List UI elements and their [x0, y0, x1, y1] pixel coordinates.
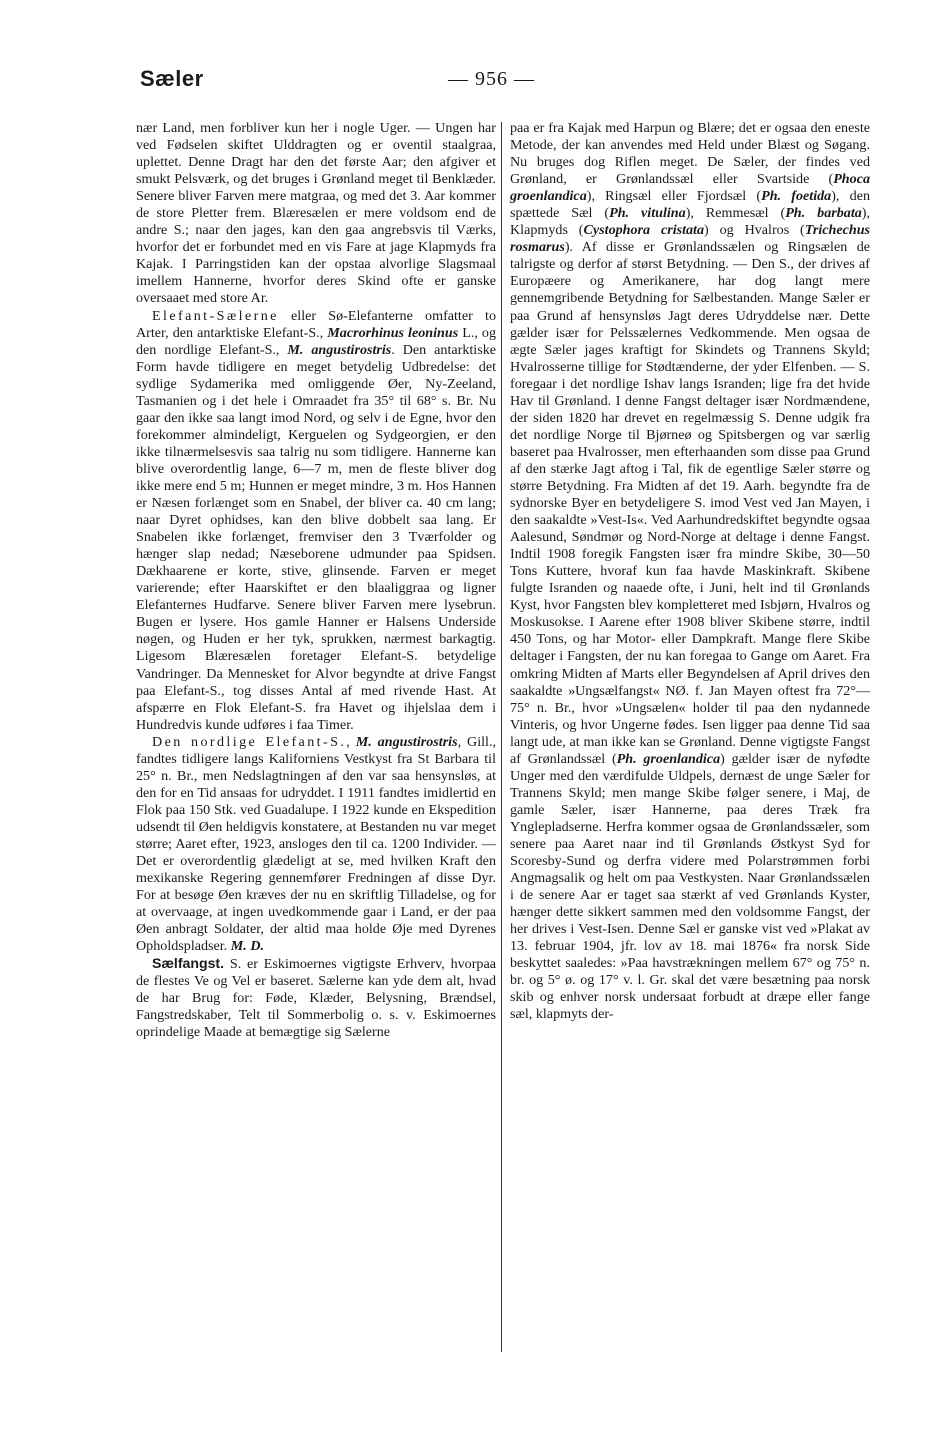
author-signature: M. D.: [230, 938, 265, 955]
page-number: — 956 —: [448, 68, 535, 90]
scientific-name: M. angustirostris: [355, 733, 458, 750]
entry-term: Elefant-Sælerne: [152, 307, 279, 324]
scientific-name: Ph. groenlandica: [616, 750, 721, 767]
scientific-name: Cystophora cristata: [583, 222, 705, 239]
entry-term: Den nordlige Elefant-S.: [152, 733, 347, 750]
right-column: [510, 120, 870, 1023]
left-column: [136, 120, 496, 1042]
running-head: Sæler: [140, 66, 204, 91]
scientific-name: Ph. barbata: [785, 205, 862, 222]
scientific-name: Macrorhinus leoninus: [327, 324, 459, 341]
scientific-name: Ph. foetida: [761, 188, 832, 205]
scientific-name: Ph. vitulina: [609, 205, 686, 222]
page-header: [140, 66, 800, 100]
scientific-name: Phoca groenlandica: [510, 171, 870, 205]
entry-headword: Sælfangst.: [152, 955, 225, 972]
column-divider: [501, 122, 502, 1352]
paragraph-saelfangst: Sælfangst. S. er Eskimoernes vigtigste Erhverv, hvorpaa de flestes Ve og Vel er baseret. Sælerne kan yde dem alt, hvad de har Brug for: Føde, Klæder, Belysning, Brændsel, Fangstredskaber, Telt til Sommerbolig o. s. v. Eskimoernes oprindelige Maade at bemægtige sig Sælerne: [136, 955, 496, 1041]
paragraph-elefant-saelerne: Elefant-Sælerne eller Sø-Elefanterne omfatter to Arter, den antarktiske Elefant-S., Macrorhinus leoninus L., og den nordlige Elefant-S., M. angustirostris. Den antarktiske Form havde tidligere en meget betydelig Udbredelse: det sydlige Sydamerika med omliggende Øer, Ny-Zeeland, Tasmanien og i det hele i Omraadet fra 35° til 68° s. Br. Nu gaar den ikke saa langt imod Nord, og selv i de Egne, hvor den forekommer almindeligt, Kerguelen og Sydgeorgien, er den ikke tilnærmelsesvis saa talrig nu som tidligere. Hannerne kan blive overordentlig lange, 6—7 m, men de fleste bliver dog ikke mere end 5 m; Hunnen er meget mindre, 3 m. Hos Hannen er Næsen forlænget som en Snabel, der bliver ca. 40 cm lang; naar Dyret ophidses, kan den blive dobbelt saa lang. Er Snabelen ikke forlænget, fremviser den 3 Tværfolder og hænger slap nedad; Næseborene udmunder paa Spidsen. Dækhaarene er korte, stive, glinsende. Farven er meget varierende; efter Haarskiftet er den blaaliggraa og ligner Elefanternes Hudfarve. Senere bliver Farven mere lysebrun. Bugen er lysere. Hos gamle Hanner er Halsens Underside nøgen, og Huden er her tyk, sprukken, nærmest barkagtig. Ligesom Blæresælen foretager Elefant-S. betydelige Vandringer. Da Mennesket for Alvor begyndte at drive Fangst paa Elefant-S., tog disses Antal af med rivende Hast. At afspærre en Flok Elefant-S. fra Havet og ihjelslaa dem i Hundredvis kunde udføres i faa Timer.: [136, 307, 496, 733]
scientific-name: Trichechus rosmarus: [510, 222, 871, 256]
paragraph-saelfangst-continued: paa er fra Kajak med Harpun og Blære; det er ogsaa den eneste Metode, der kan anvendes med Held under Blæst og Søgang. Nu bruges dog Riflen meget. De Sæler, der findes ved Grønland, er Grønlandssæl eller Svartside (Phoca groenlandica), Ringsæl eller Fjordsæl (Ph. foetida), den spættede Sæl (Ph. vitulina), Remmesæl (Ph. barbata), Klapmyds (Cystophora cristata) og Hvalros (Trichechus rosmarus). Af disse er Grønlandssælen og Ringsælen de talrigste og derfor af størst Betydning. — Den S., der drives af Europæere og Amerikanere, har dog langt mere gennemgribende Betydning for Sælbestanden. Mange Sæler er paa Grund af hensynsløs Jagt deres Udryddelse nær. Dette gælder især for Pelssælernes Vedkommende. Men ogsaa de ægte Sæler jages kraftigt for Skindets og Trannens Skyld; Hvalrosserne tillige for Stødtænderne, der yder Elfenben. — S. foregaar i det nordlige Ishav langs Isranden; lige fra det hvide Hav til Grønland. I denne Fangst deltager især Nordmændene, der siden 1820 har drevet en regelmæssig S. Denne udgik fra det nordlige Norge til Bjørneø og Spitsbergen og var særlig baseret paa Hvalrosser, men efterhaanden som disse paa Grund af den stærke Jagt aftog i Tal, fik de egentlige Sæler større og større Betydning. Fra Midten af det 19. Aarh. begyndte fra de sydnorske Byer en betydeligere S. imod Vest ved Jan Mayen, i den saakaldte »Vest-Is«. Ved Aarhundredskiftet begyndte ogsaa Aalesund, Søndmør og Nord-Norge at deltage i denne Fangst. Indtil 1908 foregik Fangsten især fra mindre Skibe, 30—50 Tons Kuttere, hvoraf kun faa havde Maskinkraft. Skibene fulgte Isranden og naaede ofte, i Juni, helt ind til Grønlands Kyst, hvor Fangsten blev kompletteret med Isbjørn, Hvalros og Moskusokse. I Aarene efter 1908 bliver Skibene større, indtil 450 Tons, og har Motor- eller Dampkraft. Mange flere Skibe deltager i Fangsten, der nu kan foregaa to Gange om Aaret. Fra omkring Midten af Marts eller Begyndelsen af April drives den saakaldte »Ungsælfangst« NØ. f. Jan Mayen oftest fra 72°—75° n. Br., hvor »Ungsælen« holder til paa den nydannede Vinteris, og hvor Ungerne fødes. Isen ligger paa denne Tid saa langt ude, at man ikke kan se Grønland. Denne vigtigste Fangst af Grønlandssæl (Ph. groenlandica) gælder især de nyfødte Unger med den værdifulde Uldpels, dernæst de unge Sæler for Trannens Skyld; men mange Skibe følger senere, i Maj, de gamle Sæler, især Hannerne, paa deres Træk fra Ynglepladserne. Herfra kommer ogsaa de Grønlandssæler, som senere paa Aaret naar ind til Grønlands Østkyst Syd for Scoresby-Sund og derfra videre med Polarstrømmen forbi Angmagsalik og helt om paa Vestkysten. Naar Grønlandssælen i de senere Aar er taget saa stærkt af ved Grønlands Kyster, hænger dette sikkert sammen med den voldsomme Fangst, der her drives i Vest-Isen. Denne Sæl er ganske vist ved »Plakat av 13. februar 1904, jfr. lov av 18. mai 1876« fra norsk Side beskyttet saaledes: »Paa havstrækningen mellem 67° og 75° n. br. og 5° ø. og 17° v. l. Gr. skal det være besætning paa norsk skib og enhver norsk undersaat forbudt at dræpe eller fange sæl, klapmyts der-: [510, 120, 871, 1023]
scientific-name: M. angustirostris: [287, 341, 392, 358]
paragraph-klapmyds-end: nær Land, men forbliver kun her i nogle Uger. — Ungen har ved Fødselen skiftet Ulddragten og er oventil staalgraa, uplettet. Denne Dragt har den det første Aar; den afgiver et smukt Pelsværk, og det bruges i Grønland meget til Benklæder. Senere bliver Farven mere matgraa, og med det 3. Aar kommer de store Pletter frem. Blæresælen er mere voldsom end de andre S.; naar den jages, kan den gaa angrebsvis til Værks, hvorfor det er forbundet med en vis Fare at jage Klapmyds fra Kajak. I Parringstiden kan der opstaa alvorlige Slagsmaal imellem Hannerne, hvorfor deres Skind ofte er ganske oversaaet med store Ar.: [136, 120, 496, 307]
paragraph-nordlige-elefant: Den nordlige Elefant-S., M. angustirostris, Gill., fandtes tidligere langs Kaliforniens Vestkyst fra St Barbara til 25° n. Br., men Nedslagtningen af den var saa hensynsløs, at den for en Tid ansaas for udryddet. I 1911 fandtes imidlertid en Flok paa 150 Stk. ved Guadalupe. I 1922 kunde en Ekspedition udsendt til Øen heldigvis konstatere, at Bestanden nu var meget større; Aaret efter, 1923, ansloges den til ca. 1200 Individer. — Det er overordentlig glædeligt at se, med hvilken Kraft den mexikanske Regering gennemfører Fredningen af disse Dyr. For at besøge Øen kræves der nu en skriftlig Tilladelse, og for at overvaage, at ingen uvedkommende gaar i Land, er der paa Øen anbragt Soldater, der altid maa holde Øje med Dyrenes Opholdspladser. M. D.: [136, 733, 497, 955]
